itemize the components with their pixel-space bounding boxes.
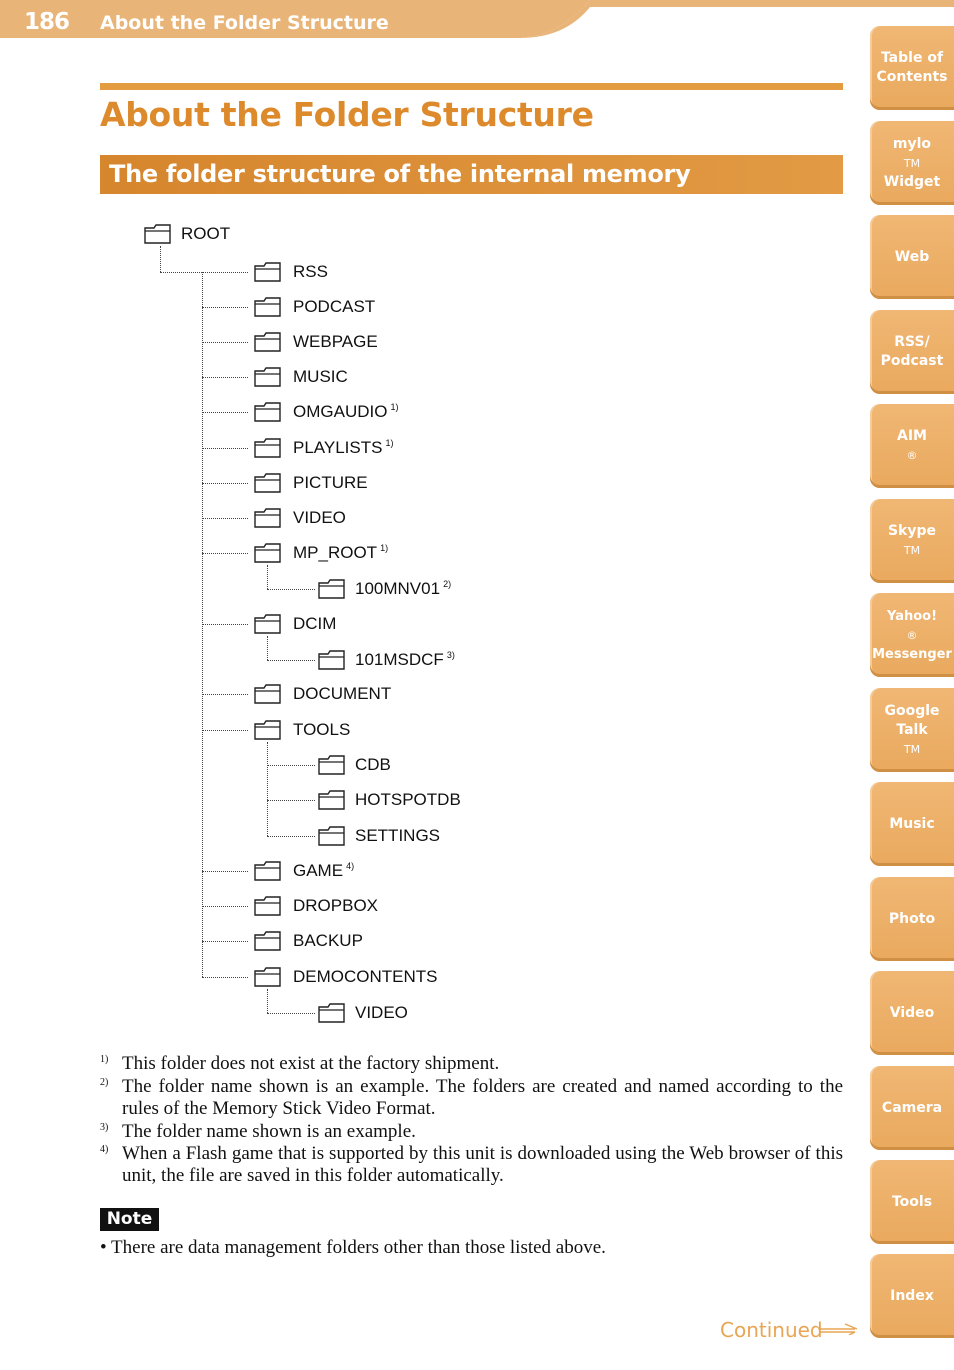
- folder-icon: [317, 1002, 347, 1024]
- tab-web[interactable]: Web: [870, 215, 954, 299]
- tab-tools[interactable]: Tools: [870, 1160, 954, 1244]
- folder-icon: [253, 966, 283, 988]
- folder-label: PICTURE: [293, 473, 368, 492]
- folder-hotspotdb: [317, 788, 464, 812]
- folder-label: WEBPAGE: [293, 332, 378, 351]
- tree-connector: [267, 836, 315, 837]
- tab-index[interactable]: Index: [870, 1254, 954, 1338]
- folder-podcast: [253, 295, 378, 319]
- footnote-mark: 1): [100, 1054, 109, 1065]
- folder-picture: [253, 471, 371, 495]
- folder-icon: [317, 754, 347, 776]
- tab-mylo-widget[interactable]: mylo TM Widget: [870, 121, 954, 205]
- tree-connector: [202, 553, 248, 554]
- folder-label: MP_ROOT $^{1)}$: [293, 543, 389, 562]
- tab-google-talk[interactable]: Google Talk TM: [870, 688, 954, 772]
- folder-icon: [253, 613, 283, 635]
- folder-label: PLAYLISTS $^{1)}$: [293, 438, 394, 457]
- tab-video[interactable]: Video: [870, 971, 954, 1055]
- tree-connector: [202, 483, 248, 484]
- folder-icon: [253, 719, 283, 741]
- continued-link[interactable]: Continued: [720, 1318, 823, 1342]
- folder-label: DCIM: [293, 614, 337, 633]
- folder-icon: [253, 860, 283, 882]
- folder-label: HOTSPOTDB: [355, 790, 461, 809]
- note-bullet: • There are data management folders other than those listed above.: [100, 1237, 606, 1258]
- folder-label: DROPBOX: [293, 896, 379, 915]
- tree-connector: [202, 377, 248, 378]
- tab-table-of-contents[interactable]: Table of Contents: [870, 26, 954, 110]
- tree-connector: [202, 307, 248, 308]
- tree-connector: [160, 272, 248, 273]
- folder-label: BACKUP: [293, 931, 363, 950]
- tree-connector: [267, 989, 268, 1013]
- folder-playlists: [253, 436, 393, 460]
- folder-tools: [253, 718, 353, 742]
- tree-connector: [267, 1013, 315, 1014]
- tab-yahoo-messenger[interactable]: Yahoo! ® Messenger: [870, 593, 954, 677]
- folder-icon: [317, 825, 347, 847]
- folder-root: [143, 222, 230, 246]
- tree-connector: [202, 342, 248, 343]
- folder-icon: [253, 261, 283, 283]
- folder-label: RSS: [293, 262, 328, 281]
- tree-connector: [202, 448, 248, 449]
- tab-camera[interactable]: Camera: [870, 1066, 954, 1150]
- folder-label: MUSIC: [293, 367, 348, 386]
- folder-icon: [317, 578, 347, 600]
- folder-label: VIDEO: [293, 508, 346, 527]
- tree-connector: [202, 871, 248, 872]
- folder-icon: [253, 472, 283, 494]
- folder-icon: [143, 223, 173, 245]
- arrow-right-icon: [819, 1323, 859, 1335]
- tab-aim[interactable]: AIM ®: [870, 404, 954, 488]
- folder-label: SETTINGS: [355, 826, 441, 845]
- folder-icon: [253, 296, 283, 318]
- folder-cdb: [317, 753, 394, 777]
- folder-icon: [253, 542, 283, 564]
- tree-connector: [267, 636, 268, 660]
- footnote-mark: 3): [100, 1122, 109, 1133]
- folder-label: CDB: [355, 755, 391, 774]
- tree-connector: [202, 518, 248, 519]
- folder-document: [253, 682, 394, 706]
- footnote-text: The folder name shown is an example. The folders are created and named according to the rules of the Memory Stick Video Format.: [122, 1076, 843, 1119]
- footnote-mark: 2): [100, 1077, 109, 1088]
- tab-photo[interactable]: Photo: [870, 877, 954, 961]
- folder-label: 100MNV01 $^{2)}$: [355, 579, 452, 598]
- folder-icon: [253, 683, 283, 705]
- folder-mp-root: [253, 541, 388, 565]
- tree-connector: [267, 660, 315, 661]
- tree-connector: [267, 589, 315, 590]
- folder-label: DOCUMENT: [293, 684, 392, 703]
- folder-label: VIDEO: [355, 1003, 408, 1022]
- folder-icon: [253, 507, 283, 529]
- footnote-2: [100, 1076, 843, 1120]
- folder-label: ROOT: [181, 224, 231, 243]
- folder-icon: [253, 401, 283, 423]
- folder-label: OMGAUDIO $^{1)}$: [293, 402, 399, 421]
- footnote-mark: 4): [100, 1144, 109, 1155]
- tree-connector: [267, 800, 315, 801]
- folder-rss: [253, 260, 331, 284]
- tree-connector: [267, 742, 268, 836]
- tree-connector: [202, 694, 248, 695]
- folder-democontents-video: [317, 1001, 411, 1025]
- folder-icon: [317, 789, 347, 811]
- tab-music[interactable]: Music: [870, 782, 954, 866]
- section-title: The folder structure of the internal memory: [109, 160, 691, 188]
- folder-dropbox: [253, 894, 381, 918]
- footnote-4: [100, 1143, 843, 1187]
- folder-backup: [253, 929, 366, 953]
- folder-100mnv01: [317, 577, 451, 601]
- footnote-text: When a Flash game that is supported by this unit is downloaded using the Web browser of this unit, the file are saved in this folder automatically.: [122, 1143, 843, 1186]
- note-label: Note: [100, 1208, 159, 1231]
- folder-dcim: [253, 612, 339, 636]
- tree-connector: [202, 624, 248, 625]
- folder-video: [253, 506, 349, 530]
- folder-label: DEMOCONTENTS: [293, 967, 438, 986]
- folder-icon: [253, 331, 283, 353]
- footnote-3: [100, 1121, 843, 1143]
- tree-connector: [160, 246, 161, 272]
- folder-democontents: [253, 965, 441, 989]
- tree-connector: [202, 412, 248, 413]
- footnote-text: This folder does not exist at the factory shipment.: [122, 1053, 500, 1074]
- tree-connector: [202, 906, 248, 907]
- header-title: About the Folder Structure: [100, 12, 389, 34]
- folder-icon: [317, 649, 347, 671]
- folder-icon: [253, 895, 283, 917]
- tree-connector: [267, 765, 315, 766]
- tab-rss-podcast[interactable]: RSS/ Podcast: [870, 310, 954, 394]
- folder-label: 101MSDCF $^{3)}$: [355, 650, 455, 669]
- tree-connector: [267, 565, 268, 589]
- folder-101msdcf: [317, 648, 455, 672]
- folder-icon: [253, 437, 283, 459]
- folder-settings: [317, 824, 443, 848]
- folder-icon: [253, 366, 283, 388]
- folder-game: [253, 859, 354, 883]
- tree-connector: [202, 977, 248, 978]
- folder-label: TOOLS: [293, 720, 351, 739]
- footnote-text: The folder name shown is an example.: [122, 1121, 416, 1142]
- page-number: 186: [24, 9, 70, 35]
- tree-connector: [202, 730, 248, 731]
- folder-omgaudio: [253, 400, 398, 424]
- folder-label: PODCAST: [293, 297, 376, 316]
- tree-connector: [202, 941, 248, 942]
- folder-icon: [253, 930, 283, 952]
- tab-skype[interactable]: Skype TM: [870, 499, 954, 583]
- footnote-1: [100, 1053, 843, 1075]
- folder-label: GAME $^{4)}$: [293, 861, 355, 880]
- folder-webpage: [253, 330, 381, 354]
- folder-music: [253, 365, 351, 389]
- page-title: About the Folder Structure: [100, 95, 594, 134]
